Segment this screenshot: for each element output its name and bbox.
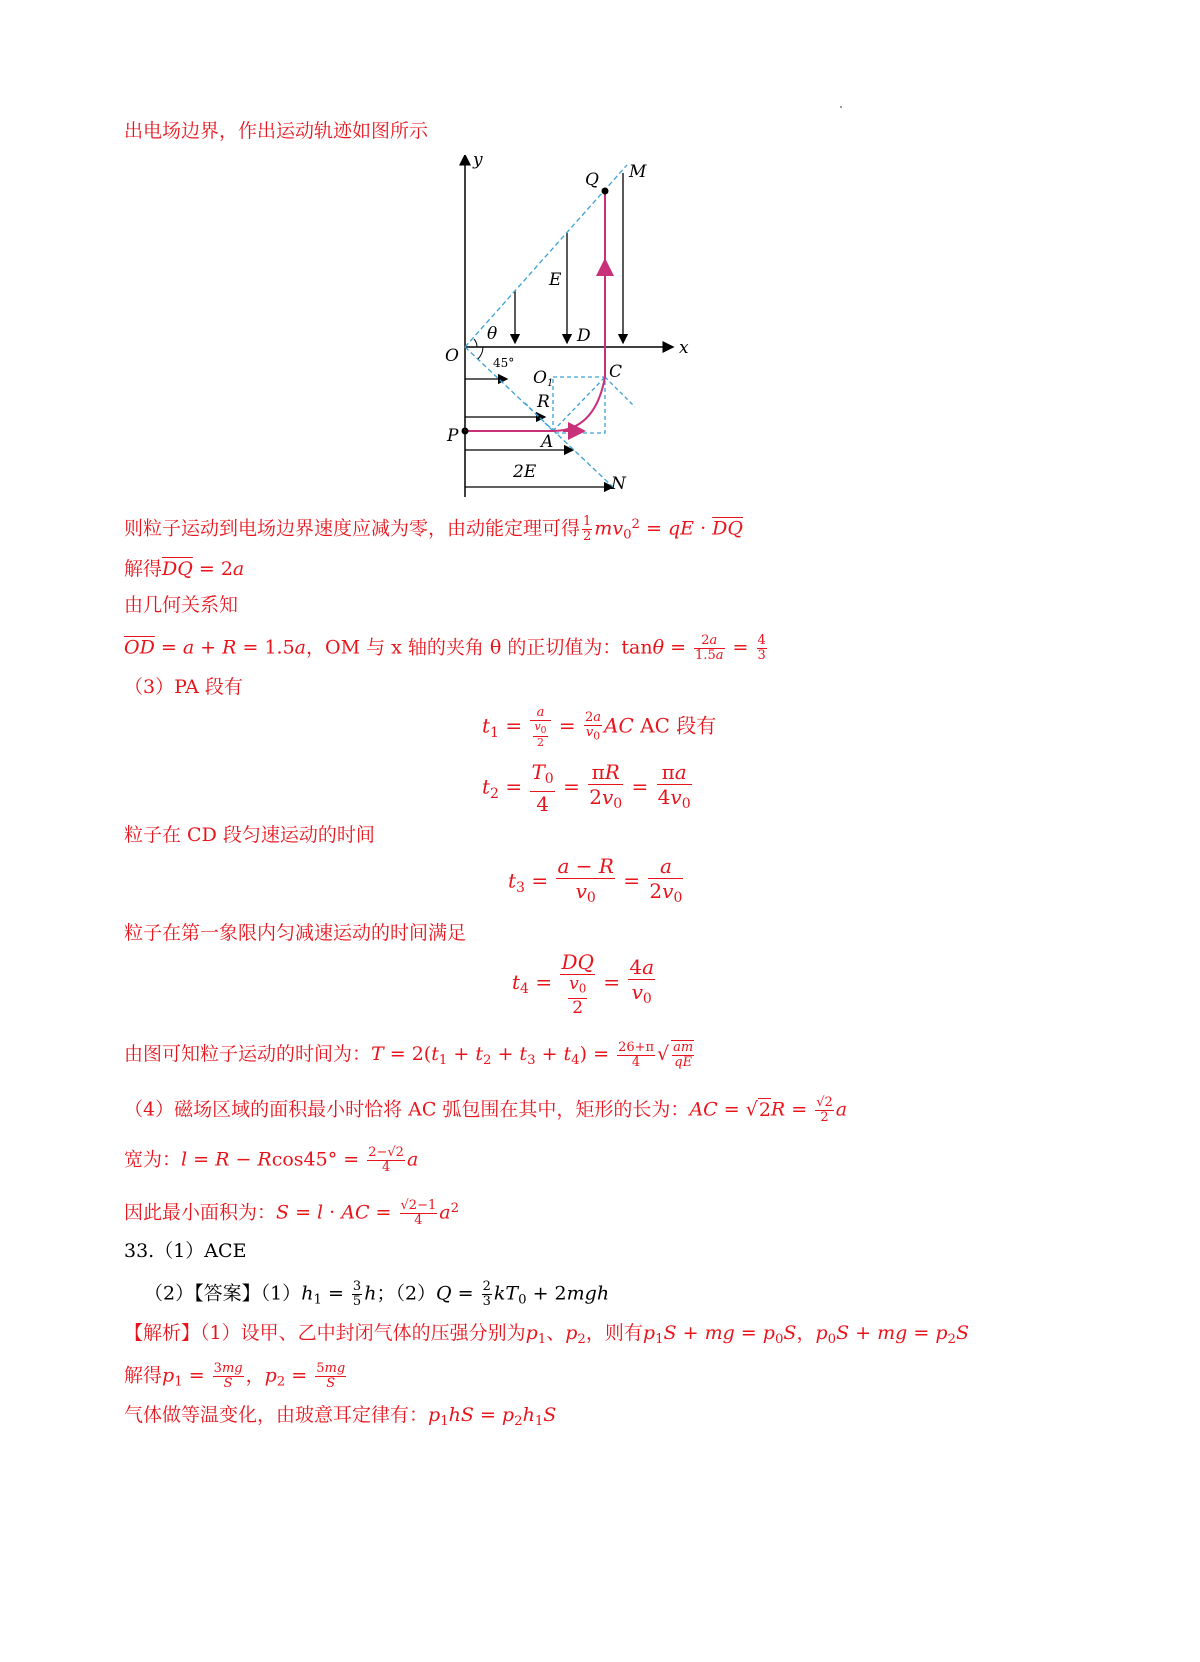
label-O1: O1 [533,368,554,389]
text-line-5: $\overline{OD} = a + R = 1.5a$，OM 与 x 轴的夹角 θ 的正切值为：tanθ = $\frac{2a}{1.5a}$ = $\frac{4}{3}$ [124,633,766,663]
text-line-17: 解得$p_1$ = $\frac{3mg}{S}$ ，$p_2$ = $\frac{5mg}{S}$ [124,1361,346,1391]
label-R: R [537,392,550,412]
label-P: P [447,426,459,446]
label-M: M [629,162,647,182]
text-line-16: 【解析】（1）设甲、乙中封闭气体的压强分别为$p_1$、$p_2$，则有$p_1S$ + mg = $p_0S$，$p_0S$ + mg = $p_2S$ [124,1322,969,1347]
text-line-10: 由图可知粒子运动的时间为：$T = 2(t_1 + t_2 + t_3 + t_4)$ = $\frac{26+\pi}{4}$ √ $\frac{am}{qE}$ [124,1039,694,1070]
text-line-3: 解得$\overline{DQ} = 2a$ [124,558,245,580]
text-line-13: 因此最小面积为：S = l · AC = $\frac{√2-1}{4}$ $a^2$ [124,1198,460,1229]
label-45: 45° [493,356,515,370]
text-line-2: 则粒子运动到电场边界速度应减为零，由动能定理可得 $\frac{1}{2}$ $mv_0^2$ = qE · $\overline{DQ}$ [124,514,743,545]
label-N: N [611,474,626,494]
label-D: D [577,326,591,346]
text-line-1: 出电场边界，作出运动轨迹如图所示 [124,120,429,142]
text-line-14: 33.（1）ACE [124,1240,247,1262]
label-y: y [473,155,483,170]
text-line-12: 宽为：l = R − Rcos45° = $\frac{2-√2}{4}$ a [124,1145,419,1175]
label-Q: Q [585,170,599,190]
label-C: C [609,362,623,382]
trajectory-diagram [445,155,705,500]
text-line-6: （3）PA 段有 [124,676,243,698]
text-line-15: （2）【答案】$(1)h_1$ = $\frac{3}{5}$ h；（2）Q = $\frac{2}{3}$ $kT_0 + 2mgh$ [144,1279,610,1309]
formula-t2: $t_2$ = $\frac{T_0}{4}$ = $\frac{\pi R}{2v_0}$ = $\frac{\pi a}{4v_0}$ [482,760,691,817]
label-E: E [549,270,562,290]
label-theta: θ [487,324,498,344]
formula-t1: $t_1$ = $\frac{a}{\frac{v_0}{2}}$ = $\frac{2a}{v_0}$ AC AC 段有 [482,705,717,750]
text-line-8: 粒子在 CD 段匀速运动的时间 [124,824,375,846]
text-line-9: 粒子在第一象限内匀减速运动的时间满足 [124,922,467,944]
formula-t4: $t_4$ = $\frac{DQ}{\frac{v_0}{2}}$ = $\frac{4a}{v_0}$ [512,950,655,1018]
speck [840,106,842,108]
text-line-18: 气体做等温变化，由玻意耳定律有：$p_1hS = p_2h_1S$ [124,1404,557,1429]
label-O: O [445,346,459,366]
label-x: x [679,338,689,358]
text-line-4: 由几何关系知 [124,594,239,616]
text-line-11: （4）磁场区域的面积最小时恰将 AC 弧包围在其中，矩形的长为：AC = √2R = $\frac{√2}{2}$ a [124,1095,848,1125]
label-A: A [541,432,554,452]
label-2E: 2E [513,462,537,482]
formula-t3: $t_3$ = $\frac{a - R}{v_0}$ = $\frac{a}{2v_0}$ [508,854,683,907]
